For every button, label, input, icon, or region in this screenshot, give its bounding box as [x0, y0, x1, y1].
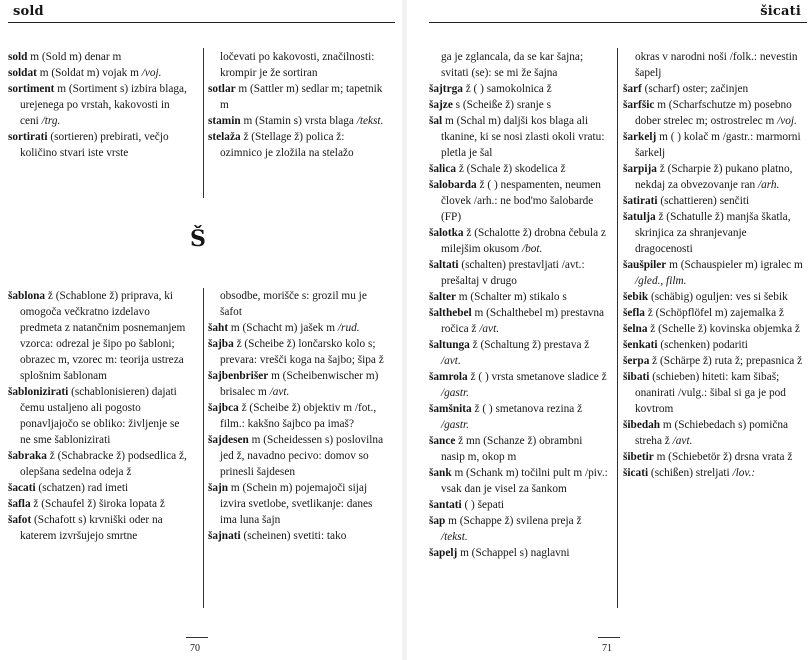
dictionary-entry	[429, 465, 609, 497]
dictionary-entry	[429, 513, 609, 545]
entry-headword: šebik	[623, 291, 649, 303]
dictionary-entry	[623, 449, 805, 465]
entry-headword: šefla	[623, 307, 645, 319]
page-number-left: 70	[190, 643, 200, 654]
page-number-rule	[186, 637, 208, 638]
entry-definition: ž (Schaufel ž) široka lopata ž	[30, 498, 165, 510]
entry-definition: m (Schappe ž) svilena preja ž	[445, 515, 582, 527]
entry-definition: m (Sold m) denar m	[27, 51, 122, 63]
dictionary-entry	[429, 257, 609, 289]
entry-definition: (schißen) streljati	[648, 467, 730, 479]
dictionary-entry	[623, 161, 805, 193]
dictionary-entry	[429, 433, 609, 465]
entry-definition: (schieben) hiteti: kam šibaš; onanirati /vulg.: šibal si ga je pod kovtrom	[635, 371, 786, 415]
entry-headword: stelaža	[208, 131, 241, 143]
entry-headword: šicati	[623, 467, 649, 479]
entry-definition: m ( ) kolač m /gastr.: marmorni šarkelj	[635, 131, 801, 159]
dictionary-entry	[8, 448, 188, 480]
dictionary-entry	[208, 528, 388, 544]
column-divider	[617, 48, 618, 608]
running-head-left: sold	[13, 4, 44, 19]
left-bottom-column-1	[8, 288, 188, 544]
right-column-2	[623, 49, 805, 481]
entry-headword: šajbenbrišer	[208, 370, 269, 382]
entry-headword: šaušpiler	[623, 259, 667, 271]
entry-field-label: /bot.	[521, 243, 543, 255]
entry-definition: m (Schalter m) stikalo s	[455, 291, 567, 303]
entry-headword: šank	[429, 467, 452, 479]
entry-headword: soldat	[8, 67, 37, 79]
entry-headword: sortirati	[8, 131, 48, 143]
entry-field-label: /gastr.	[441, 387, 469, 399]
right-column-1	[429, 49, 609, 561]
dictionary-entry	[429, 369, 609, 401]
entry-field-label: /voj.	[777, 115, 797, 127]
entry-headword: šerpa	[623, 355, 650, 367]
entry-headword: šance	[429, 435, 456, 447]
entry-definition: ga je zglancala, da se kar šajna; svitati (se): se mi že šajna	[441, 51, 584, 79]
entry-field-label: /avt.	[672, 435, 693, 447]
entry-field-label: /voj.	[141, 67, 162, 79]
dictionary-entry	[8, 480, 188, 496]
entry-headword: stamin	[208, 115, 241, 127]
entry-definition: ž ( ) vrsta smetanove sladice ž	[467, 371, 607, 383]
dictionary-entry	[429, 497, 609, 513]
entry-field-label: /arh.	[757, 179, 780, 191]
entry-headword: šajbca	[208, 402, 239, 414]
entry-definition: ž mn (Schanze ž) obrambni nasip m, okop m	[441, 435, 583, 463]
entry-headword: šibedah	[623, 419, 661, 431]
entry-headword: šablonizirati	[8, 386, 69, 398]
entry-field-label: /tekst.	[356, 115, 384, 127]
entry-headword: šajtrga	[429, 83, 463, 95]
entry-definition: ž (Schelle ž) kovinska objemka ž	[647, 323, 800, 335]
entry-field-label: /gastr.	[441, 419, 469, 431]
entry-headword: šatulja	[623, 211, 656, 223]
dictionary-entry	[429, 337, 609, 369]
entry-headword: šablona	[8, 290, 46, 302]
entry-headword: šamrola	[429, 371, 468, 383]
dictionary-entry	[208, 81, 388, 113]
entry-definition: (Schafott s) krvniški oder na katerem izvršujejo smrtne	[20, 514, 163, 542]
dictionary-entry	[429, 305, 609, 337]
entry-headword: šibati	[623, 371, 650, 383]
entry-definition: m (Schauspieler m) igralec m	[666, 259, 803, 271]
entry-field-label: /lov.:	[732, 467, 756, 479]
dictionary-entry	[623, 129, 805, 161]
entry-definition: m (Schalthebel m) prestavna ročica ž	[441, 307, 605, 335]
entry-field-label: /avt.	[269, 386, 290, 398]
dictionary-entry	[623, 353, 805, 369]
entry-headword: šibetir	[623, 451, 654, 463]
entry-headword: šap	[429, 515, 446, 527]
entry-definition: ž ( ) samokolnica ž	[462, 83, 552, 95]
entry-headword: šajba	[208, 338, 234, 350]
right-page	[407, 0, 809, 660]
entry-definition: ž (Schalotte ž) drobna čebula z milejšim okusom	[441, 227, 606, 255]
entry-field-label: /rud.	[337, 322, 360, 334]
entry-definition: m (Sattler m) sedlar m; tapetnik m	[220, 83, 383, 111]
entry-definition: m (Scharfschutze m) posebno dober strelec m; ostrostrelec m	[635, 99, 792, 127]
dictionary-entry	[623, 369, 805, 417]
entry-headword: šarf	[623, 83, 642, 95]
entry-headword: sotlar	[208, 83, 236, 95]
entry-headword: šajdesen	[208, 434, 249, 446]
entry-definition: ločevati po kakovosti, značilnosti: krompir je že sortiran	[220, 51, 375, 79]
entry-headword: šalica	[429, 163, 456, 175]
dictionary-entry	[8, 512, 188, 544]
entry-definition: ž (Stellage ž) polica ž: ozimnico je zložila na stelažo	[220, 131, 354, 159]
dictionary-entry	[623, 305, 805, 321]
dictionary-entry	[429, 401, 609, 433]
dictionary-entry	[429, 225, 609, 257]
entry-definition: m (Schein m) pojemajoči sijaj izvira svetlobe, svetlikanje: danes ima luna šajn	[220, 482, 373, 526]
left-top-column-2	[208, 49, 388, 161]
entry-headword: šatirati	[623, 195, 658, 207]
dictionary-entry	[429, 177, 609, 225]
entry-headword: šarkelj	[623, 131, 657, 143]
entry-definition: ž (Schabracke ž) podsedlica ž, olepšana sedelna odeja ž	[20, 450, 187, 478]
entry-headword: šalotka	[429, 227, 464, 239]
entry-definition: m (Schacht m) jašek m	[228, 322, 336, 334]
entry-headword: šacati	[8, 482, 36, 494]
entry-definition: ž (Schärpe ž) ruta ž; prepasnica ž	[649, 355, 803, 367]
entry-headword: šamšnita	[429, 403, 472, 415]
entry-definition: ž (Schaltung ž) prestava ž	[469, 339, 590, 351]
entry-field-label: /avt.	[479, 323, 500, 335]
dictionary-entry	[623, 209, 805, 257]
entry-definition: (schattieren) senčiti	[657, 195, 750, 207]
dictionary-entry	[623, 337, 805, 353]
dictionary-entry	[429, 161, 609, 177]
entry-headword: šarfšic	[623, 99, 655, 111]
entry-field-label: /gled., film.	[635, 275, 687, 287]
dictionary-entry	[8, 49, 188, 65]
dictionary-entry	[8, 65, 188, 81]
entry-definition: (scheinen) svetiti: tako	[240, 530, 347, 542]
entry-headword: šabraka	[8, 450, 47, 462]
dictionary-entry	[8, 81, 188, 129]
dictionary-entry	[429, 97, 609, 113]
dictionary-entry	[623, 49, 805, 81]
column-divider	[203, 48, 204, 198]
header-rule-left	[8, 22, 395, 23]
dictionary-entry	[208, 49, 388, 81]
dictionary-entry	[208, 368, 388, 400]
entry-definition: m (Soldat m) vojak m	[36, 67, 139, 79]
entry-field-label: /trg.	[41, 115, 61, 127]
entry-definition: (schalten) prestavljati /avt.: prešaltaj v drugo	[441, 259, 585, 287]
entry-headword: šajnati	[208, 530, 241, 542]
entry-headword: šajn	[208, 482, 229, 494]
section-letter: Š	[190, 226, 206, 252]
dictionary-entry	[208, 113, 388, 129]
entry-headword: šapelj	[429, 547, 458, 559]
entry-headword: šafot	[8, 514, 32, 526]
entry-headword: šarpija	[623, 163, 657, 175]
entry-definition: ž (Schablone ž) priprava, ki omogoča večkratno izdelavo predmeta z natančnim posnemanjem vzorca: odrezal je šipo po šabloni; obrazec m, vzorec m: teorija ustreza splošnim šablonam	[20, 290, 186, 382]
entry-definition: ž (Scheibe ž) lončarsko kolo s; prevara: vrešči koga na šajbo; šipa ž	[220, 338, 384, 366]
entry-definition: m (Schappel s) naglavni	[457, 547, 570, 559]
header-rule-right	[429, 22, 807, 23]
entry-field-label: /avt.	[441, 355, 461, 367]
dictionary-entry	[623, 289, 805, 305]
dictionary-entry	[623, 465, 805, 481]
dictionary-entry	[623, 417, 805, 449]
dictionary-entry	[8, 129, 188, 161]
dictionary-entry	[208, 129, 388, 161]
dictionary-entry	[8, 496, 188, 512]
entry-definition: m (Schiebetör ž) drsna vrata ž	[653, 451, 793, 463]
entry-definition: ž (Scheibe ž) objektiv m /fot., film.: kakšno šajbco pa imaš?	[220, 402, 377, 430]
entry-headword: šenkati	[623, 339, 658, 351]
dictionary-entry	[429, 289, 609, 305]
entry-headword: šaht	[208, 322, 229, 334]
dictionary-entry	[208, 336, 388, 368]
dictionary-entry	[623, 81, 805, 97]
dictionary-entry	[623, 257, 805, 289]
entry-headword: šantati	[429, 499, 462, 511]
entry-definition: (schablonisieren) dajati čemu ustaljeno ali pogosto ponavljajočo se obliko: življenje se ne sme šablonizirati	[20, 386, 180, 446]
dictionary-entry	[208, 480, 388, 528]
running-head-right: šicati	[760, 4, 801, 19]
left-page	[0, 0, 402, 660]
entry-definition: ž (Schale ž) skodelica ž	[456, 163, 566, 175]
entry-definition: (sortieren) prebirati, večjo količino stvari iste vrste	[20, 131, 169, 159]
left-bottom-column-2	[208, 288, 388, 544]
entry-headword: šalthebel	[429, 307, 472, 319]
entry-headword: šalter	[429, 291, 456, 303]
left-top-column-1	[8, 49, 188, 161]
entry-definition: (scharf) oster; začinjen	[641, 83, 749, 95]
dictionary-entry	[623, 193, 805, 209]
dictionary-entry	[8, 288, 188, 384]
entry-definition: (schenken) podariti	[657, 339, 748, 351]
entry-field-label: /tekst.	[441, 531, 468, 543]
page-number-right: 71	[602, 643, 612, 654]
dictionary-entry	[429, 49, 609, 81]
entry-definition: (schäbig) oguljen: ves si šebik	[648, 291, 788, 303]
dictionary-entry	[208, 288, 388, 320]
entry-definition: m (Stamin s) vrsta blaga	[240, 115, 354, 127]
entry-headword: sold	[8, 51, 28, 63]
column-divider	[203, 288, 204, 608]
entry-definition: m (Scheidessen s) poslovilna jed ž, navadno pecivo: domov so prinesli šajdesen	[220, 434, 384, 478]
entry-definition: m (Sortiment s) izbira blaga, urejenega po vrstah, kakovosti in ceni	[20, 83, 187, 127]
entry-headword: šelna	[623, 323, 648, 335]
entry-definition: ( ) šepati	[461, 499, 504, 511]
dictionary-entry	[429, 113, 609, 161]
entry-definition: s (Scheiße ž) sranje s	[452, 99, 552, 111]
dictionary-entry	[429, 81, 609, 97]
entry-headword: šal	[429, 115, 443, 127]
dictionary-entry	[623, 97, 805, 129]
entry-headword: šalobarda	[429, 179, 477, 191]
dictionary-entry	[429, 545, 609, 561]
dictionary-entry	[208, 400, 388, 432]
entry-definition: m (Schiebedach s) pomična streha ž	[635, 419, 789, 447]
dictionary-entry	[208, 320, 388, 336]
entry-definition: (schatzen) rad imeti	[35, 482, 129, 494]
entry-definition: obsodbe, morišče s: grozil mu je šafot	[220, 290, 367, 318]
entry-definition: ž (Schatulle ž) manjša škatla, skrinjica za shranjevanje dragocenosti	[635, 211, 791, 255]
entry-definition: m (Schank m) točilni pult m /piv.: vsak dan je visel za šankom	[441, 467, 608, 495]
entry-definition: m (Schal m) daljši kos blaga ali tkanine, ki se nosi zlasti okoli vratu: pletla je šal	[441, 115, 605, 159]
entry-definition: ž (Schöpflöfel m) zajemalka ž	[644, 307, 784, 319]
entry-headword: šajze	[429, 99, 453, 111]
entry-definition: okras v narodni noši /folk.: nevestin šapelj	[635, 51, 798, 79]
entry-headword: šaltati	[429, 259, 459, 271]
entry-definition: m (Scheibenwischer m) brisalec m	[220, 370, 379, 398]
dictionary-entry	[208, 432, 388, 480]
entry-definition: ž ( ) nespamenten, neumen človek /arh.: ne bod'mo šalobarde (FP)	[441, 179, 601, 223]
entry-headword: šaltunga	[429, 339, 470, 351]
dictionary-entry	[8, 384, 188, 448]
entry-definition: ž ( ) smetanova rezina ž	[471, 403, 583, 415]
entry-headword: šafla	[8, 498, 31, 510]
entry-headword: sortiment	[8, 83, 55, 95]
page-number-rule	[598, 637, 620, 638]
dictionary-entry	[623, 321, 805, 337]
entry-definition: ž (Scharpie ž) pukano platno, nekdaj za obvezovanje ran	[635, 163, 793, 191]
